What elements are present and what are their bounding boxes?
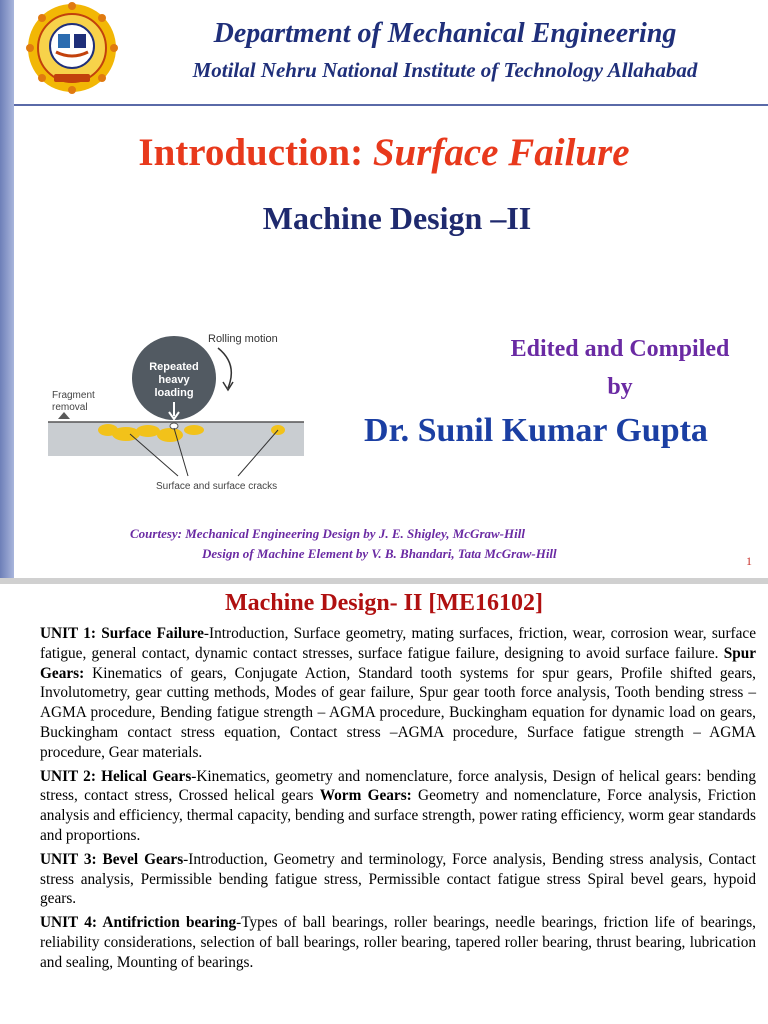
unit-2-text-2: Geometry and nomenclature, Force analysis, Friction analysis and efficiency, thermal capacity, bending and surface strength, power rating efficiency, worm gear standards and proportions.: [40, 787, 757, 844]
unit-2-subheading: Worm Gears:: [319, 787, 412, 805]
page-number: 1: [746, 554, 752, 568]
diagram-label-loading-3: loading: [154, 387, 194, 399]
unit-3-text: -Introduction, Geometry and terminology, Force analysis, Bending stress analysis, Contact stress analysis, Permissible bending fatigue stress, Permissible contact fatigue stress Spiral bevel gears, hypoid gears.: [40, 850, 757, 908]
slide-side-bar: [0, 0, 14, 578]
slide-title: [0, 130, 768, 175]
unit-2-text: -Kinematics, geometry and nomenclature, force analysis, Design of helical gears: bending stress, contact stress, Crossed helical gears: [40, 767, 756, 805]
unit-list: [40, 624, 756, 977]
institute-logo: [26, 2, 118, 94]
unit-4-text: -Types of ball bearings, roller bearings, needle bearings, friction life of bearings, reliability considerations, selection of ball bearings, roller bearing, tapered roller bearing, thrust bearing, lubrication and sealing, Mounting of bearings.: [40, 914, 756, 971]
diagram-label-fragment-2: removal: [52, 402, 88, 413]
header-divider: [14, 104, 768, 106]
unit-1-text-2: Kinematics of gears, Conjugate Action, Standard tooth systems for spur gears, Profile shifted gears, Involutometry, gear cutting methods, Modes of gear failure, Spur gear tooth force analysis, Tooth bending stress – AGMA procedure, Bending fatigue strength – AGMA procedure, Buckingham equation for dynamic load on gears, Buckingham contact stress equation, Contact stress –AGMA procedure, Surface fatigue strength – AGMA procedure, Gear materials.: [40, 664, 756, 761]
department-name: Department of Mechanical Engineering: [213, 18, 677, 49]
unit-2-heading: UNIT 2: Helical Gears: [40, 767, 192, 785]
author-name: Dr. Sunil Kumar Gupta: [364, 412, 708, 449]
diagram-label-rolling: Rolling motion: [208, 333, 278, 345]
diagram-label-cracks: Surface and surface cracks: [156, 481, 278, 492]
diagram-label-fragment-1: Fragment: [52, 390, 95, 401]
unit-2: [40, 767, 756, 846]
slide-subtitle: Machine Design –II: [262, 200, 532, 236]
unit-1-subheading: Spur Gears:: [40, 644, 756, 682]
unit-4: [40, 913, 756, 972]
syllabus-slide: [0, 584, 768, 1024]
slide-title-italic: Surface Failure: [372, 131, 630, 174]
unit-3: [40, 850, 756, 909]
surface-failure-diagram: [48, 326, 318, 496]
syllabus-title: Machine Design- II [ME16102]: [225, 590, 543, 616]
institute-name: Motilal Nehru National Institute of Technology Allahabad: [192, 58, 698, 82]
unit-1-text: -Introduction, Surface geometry, mating surfaces, friction, wear, corrosion wear, surface fatigue, general contact, dynamic contact stresses, surface fatigue failure, designing to avoid surface failure.: [40, 625, 757, 662]
unit-4-heading: UNIT 4: Antifriction bearing: [40, 914, 237, 932]
diagram-label-loading-1: Repeated: [149, 361, 199, 373]
slide-title-prefix: Introduction:: [138, 131, 373, 174]
diagram-label-loading-2: heavy: [158, 374, 190, 386]
unit-1: [40, 624, 756, 763]
courtesy-line-1: Courtesy: Mechanical Engineering Design by J. E. Shigley, McGraw-Hill: [130, 526, 525, 541]
by-label: by: [607, 374, 633, 400]
unit-3-heading: UNIT 3: Bevel Gears: [40, 850, 184, 868]
edited-compiled-label: Edited and Compiled: [510, 336, 730, 362]
courtesy-line-2: Design of Machine Element by V. B. Bhandari, Tata McGraw-Hill: [202, 546, 557, 561]
unit-1-heading: UNIT 1: Surface Failure: [40, 625, 204, 642]
